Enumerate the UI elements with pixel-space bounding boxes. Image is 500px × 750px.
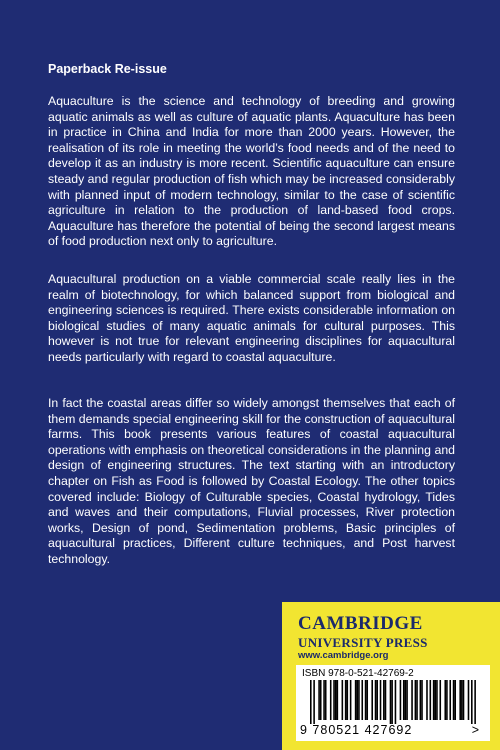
- blurb-paragraph-2: Aquacultural production on a viable commercial scale really lies in the realm of biotechnology, for which balanced support from biological and engineering sciences is required. There exists considerable information on biological studies of many aquatic animals for cultural purposes. This however is not true for relevant engineering disciplines for aquacultural needs particularly with regard to coastal aquaculture.: [48, 272, 455, 364]
- reissue-heading: Paperback Re-issue: [48, 62, 167, 76]
- publisher-website: www.cambridge.org: [298, 650, 389, 661]
- publisher-box: [282, 602, 500, 750]
- barcode-end-mark: >: [471, 723, 480, 737]
- barcode-number: [296, 723, 490, 737]
- blurb-paragraph-3: In fact the coastal areas differ so widely amongst themselves that each of them demands special engineering skill for the construction of aquacultural farms. This book presents various features of coastal aquacultural operations with emphasis on theoretical considerations in the planning and design of engineering structures. The text starting with an introductory chapter on Fish as Food is followed by Coastal Ecology. The other topics covered include: Biology of Culturable species, Coastal hydrology, Tides and waves and their computations, Fluvial processes, River protection works, Design of pond, Sedimentation problems, Basic principles of aquacultural practices, Different culture techniques, and Post harvest technology.: [48, 396, 455, 566]
- publisher-press: UNIVERSITY PRESS: [298, 635, 428, 650]
- isbn-label: ISBN 978-0-521-42769-2: [302, 668, 414, 679]
- barcode-digits: 9 780521 427692: [300, 723, 413, 737]
- barcode-icon: [310, 680, 476, 724]
- publisher-name: CAMBRIDGE: [298, 613, 423, 634]
- blurb-paragraph-1: Aquaculture is the science and technology of breeding and growing aquatic animals as well as culture of aquatic plants. Aquaculture has been in practice in China and India for more than 2000 years. However, the realisation of its role in meeting the world’s food needs and of the need to develop it as an industry is more recent. Scientific aquaculture can ensure steady and regular production of fish which may be increased considerably with planned input of modern technology, similar to the case of scientific agriculture in relation to the production of land-based food crops. Aquaculture has therefore the potential of being the second largest means of food production next only to agriculture.: [48, 94, 455, 249]
- barcode-area: [296, 665, 490, 741]
